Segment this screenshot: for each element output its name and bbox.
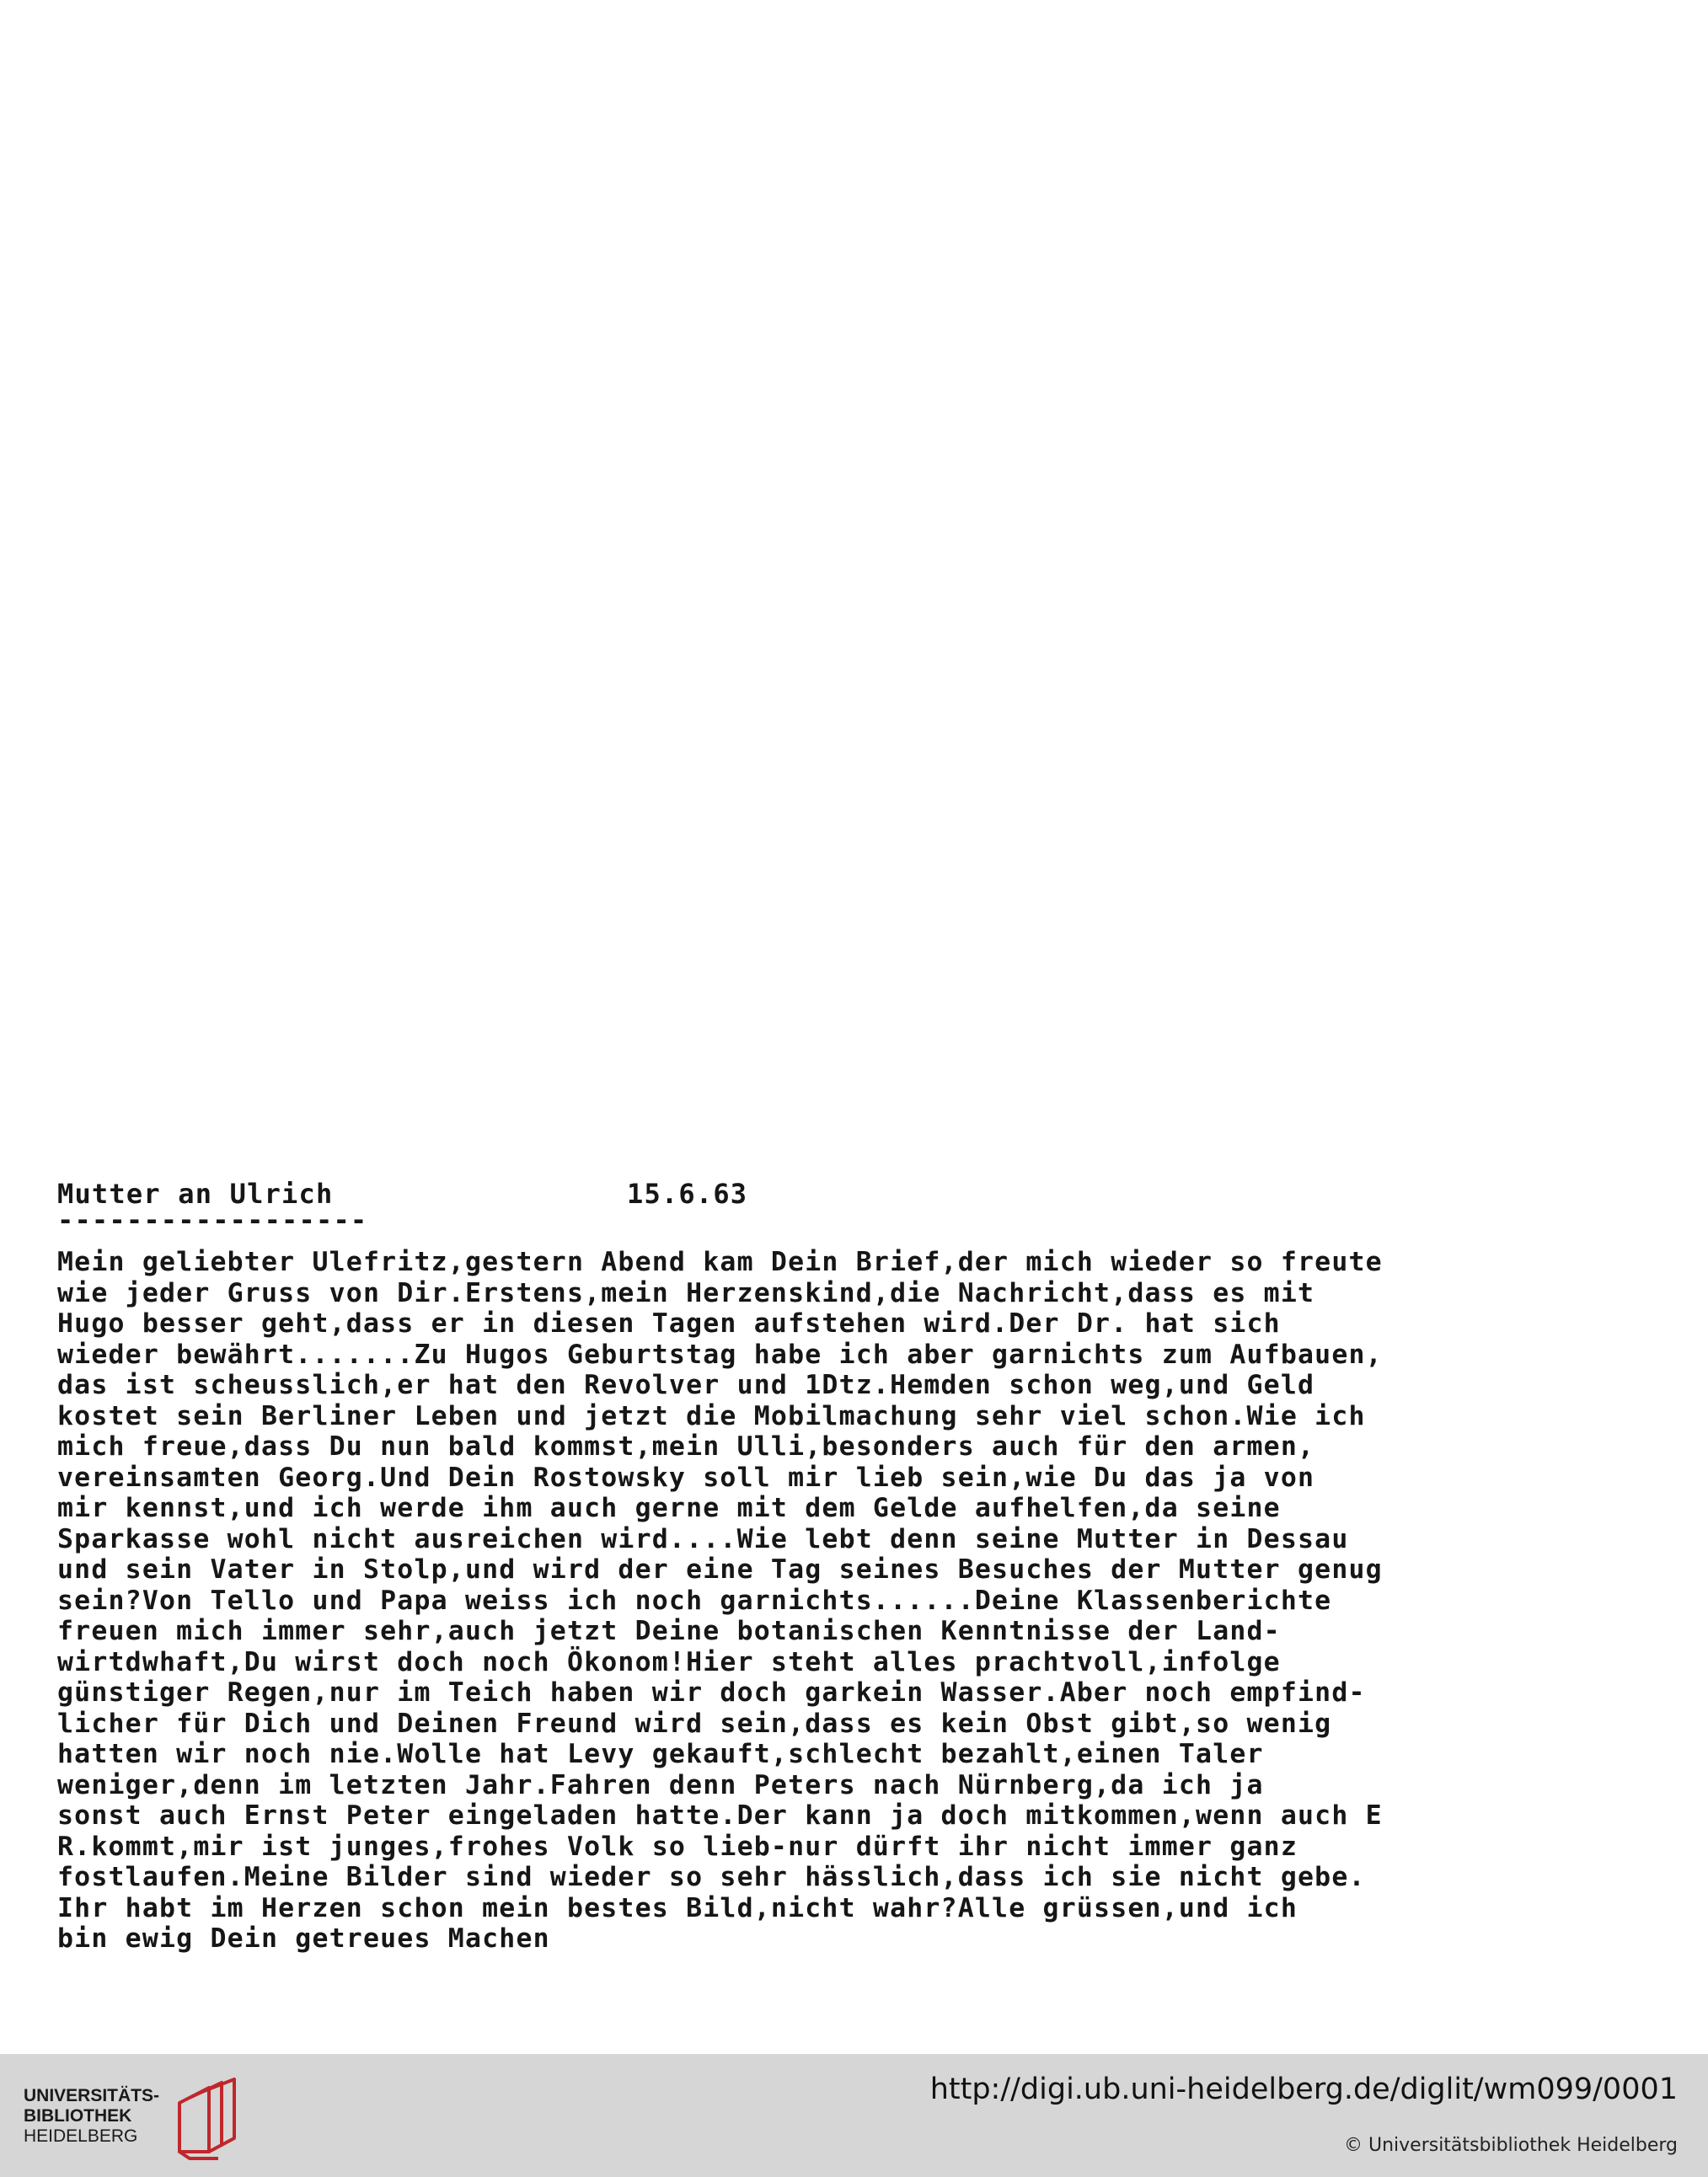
- letter-line: Hugo besser geht,dass er in diesen Tagen aufstehen wird.Der Dr. hat sich: [57, 1308, 1281, 1339]
- letter-line: wirtdwhaft,Du wirst doch noch Ökonom!Hier steht alles prachtvoll,infolge: [57, 1646, 1281, 1677]
- heading-underline: ------------------: [57, 1212, 368, 1232]
- letter-line: mich freue,dass Du nun bald kommst,mein Ulli,besonders auch für den armen,: [57, 1431, 1315, 1462]
- letter-line: freuen mich immer sehr,auch jetzt Deine botanischen Kenntnisse der Land-: [57, 1616, 1281, 1646]
- letter-date: 15.6.63: [627, 1178, 748, 1210]
- letter-line: wieder bewährt.......Zu Hugos Geburtstag habe ich aber garnichts zum Aufbauen,: [57, 1339, 1383, 1370]
- letter-line: und sein Vater in Stolp,und wird der eine Tag seines Besuches der Mutter genug: [57, 1554, 1383, 1585]
- letter-line: sein?Von Tello und Papa weiss ich noch garnichts......Deine Klassenberichte: [57, 1585, 1332, 1616]
- letter-line: mir kennst,und ich werde ihm auch gerne mit dem Gelde aufhelfen,da seine: [57, 1493, 1281, 1523]
- library-logo[interactable]: [24, 2078, 251, 2162]
- letter-line: sonst auch Ernst Peter eingeladen hatte.Der kann ja doch mitkommen,wenn auch E: [57, 1800, 1383, 1831]
- letter-line: Sparkasse wohl nicht ausreichen wird....Wie lebt denn seine Mutter in Dessau: [57, 1523, 1349, 1554]
- letter-line: günstiger Regen,nur im Teich haben wir doch garkein Wasser.Aber noch empfind-: [57, 1677, 1366, 1708]
- permalink-url[interactable]: http://digi.ub.uni-heidelberg.de/diglit/wm099/0001: [929, 2073, 1678, 2106]
- letter-line: licher für Dich und Deinen Freund wird sein,dass es kein Obst gibt,so wenig: [57, 1708, 1332, 1739]
- letter-line: Ihr habt im Herzen schon mein bestes Bild,nicht wahr?Alle grüssen,und ich: [57, 1892, 1298, 1923]
- letter-body: [57, 1247, 1507, 1955]
- letter-line: vereinsamten Georg.Und Dein Rostowsky soll mir lieb sein,wie Du das ja von: [57, 1462, 1315, 1493]
- library-books-icon: [171, 2078, 247, 2162]
- letter-line: hatten wir noch nie.Wolle hat Levy gekauft,schlecht bezahlt,einen Taler: [57, 1739, 1264, 1769]
- letter-line: fostlaufen.Meine Bilder sind wieder so sehr hässlich,dass ich sie nicht gebe.: [57, 1862, 1366, 1892]
- letter-line: das ist scheusslich,er hat den Revolver und 1Dtz.Hemden schon weg,und Geld: [57, 1370, 1315, 1400]
- letter-line: kostet sein Berliner Leben und jetzt die Mobilmachung sehr viel schon.Wie ich: [57, 1400, 1366, 1431]
- letter-line: Mein geliebter Ulefritz,gestern Abend kam Dein Brief,der mich wieder so freute: [57, 1247, 1383, 1277]
- letter-line: bin ewig Dein getreues Machen: [57, 1923, 550, 1954]
- letter-line: wie jeder Gruss von Dir.Erstens,mein Herzenskind,die Nachricht,dass es mit: [57, 1277, 1315, 1308]
- logo-line-1: UNIVERSITÄTS-: [24, 2086, 160, 2105]
- logo-wordmark: [24, 2086, 159, 2147]
- letter-line: R.kommt,mir ist junges,frohes Volk so lieb-nur dürft ihr nicht immer ganz: [57, 1831, 1298, 1862]
- letter-line: weniger,denn im letzten Jahr.Fahren denn Peters nach Nürnberg,da ich ja: [57, 1769, 1264, 1800]
- logo-line-2: BIBLIOTHEK: [24, 2106, 132, 2126]
- copyright-notice: © Universitätsbibliothek Heidelberg: [1343, 2135, 1678, 2156]
- letter-heading: Mutter an Ulrich: [57, 1178, 334, 1210]
- footer-bar: [0, 2054, 1708, 2177]
- logo-line-3: HEIDELBERG: [24, 2126, 138, 2146]
